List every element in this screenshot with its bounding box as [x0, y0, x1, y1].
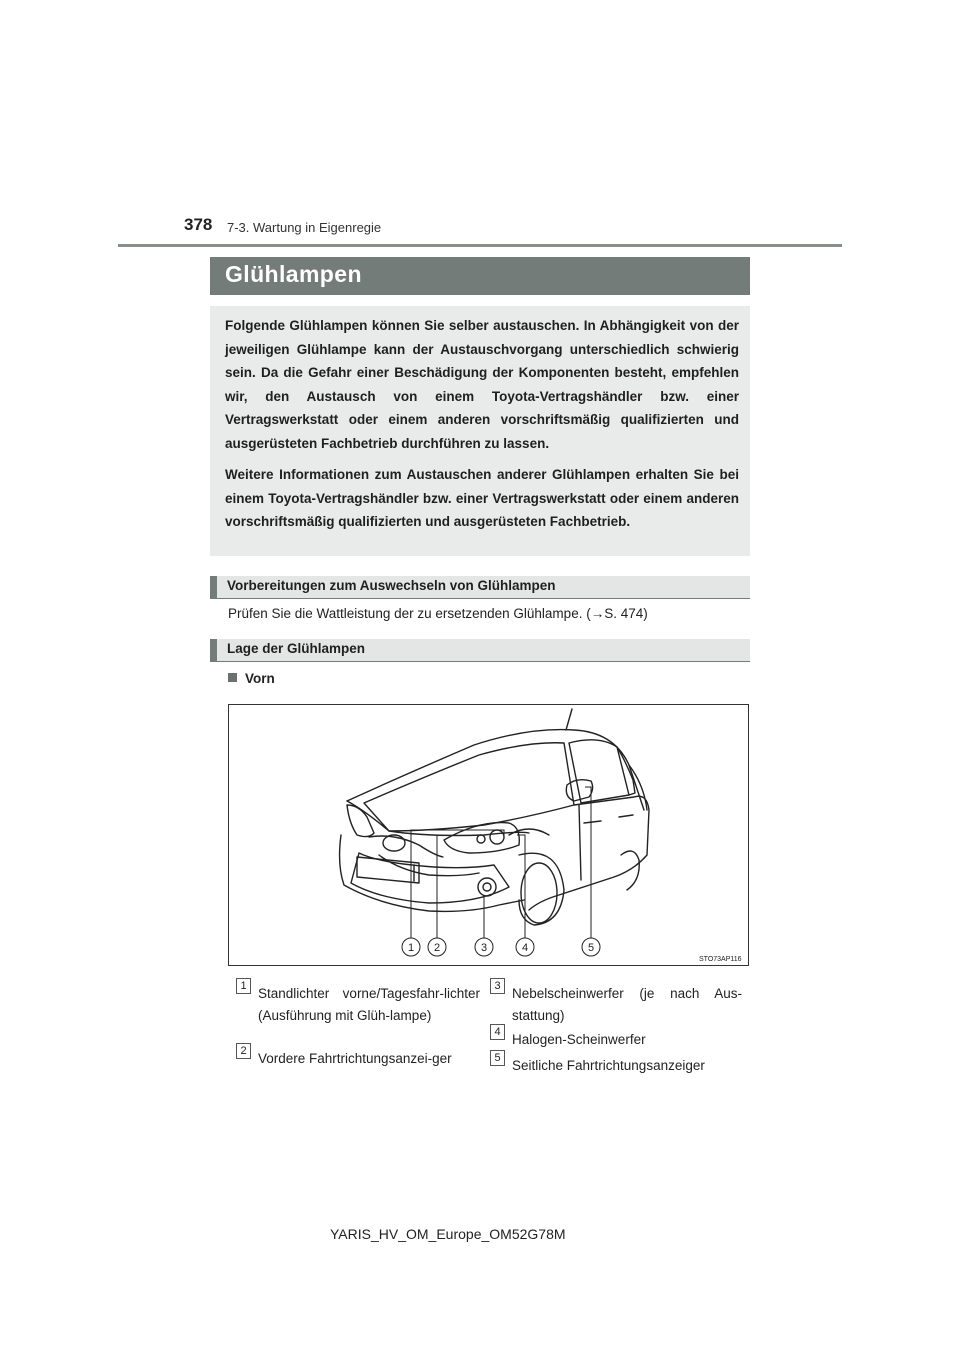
- document-footer-code: YARIS_HV_OM_Europe_OM52G78M: [330, 1226, 566, 1242]
- car-front-illustration: [229, 705, 749, 966]
- legend-2-text: Vordere Fahrtrichtungsanzei-ger: [258, 1051, 452, 1066]
- legend-2-number: 2: [236, 1043, 251, 1059]
- intro-paragraph-2: Weitere Informationen zum Austauschen anderer Glühlampen erhalten Sie bei einem Toyota-Vertragshändler bzw. einer Vertragswerkstatt oder einem anderen vorschriftsmäßig qualifizierten und ausgerüsteten Fachbetrieb.: [225, 467, 739, 529]
- intro-paragraph-1: Folgende Glühlampen können Sie selber austauschen. In Abhängigkeit von der jeweiligen Glühlampe kann der Austauschvorgang unterschiedlich schwierig sein. Da die Gefahr einer Beschädigung der Komponenten besteht, empfehlen wir, den Austausch von einem Toyota-Vertragshändler bzw. einer Vertragswerkstatt oder einem anderen vorschriftsmäßig qualifizierten und ausgerüsteten Fachbetrieb durchführen zu lassen.: [225, 318, 739, 451]
- front-subheading: [228, 671, 275, 686]
- legend-3-text: Nebelscheinwerfer (je nach Aus-stattung): [512, 986, 742, 1023]
- figure-callouts: [402, 938, 600, 956]
- page-title-bar: [210, 257, 750, 295]
- prep-section-underline: [210, 598, 750, 599]
- page-title: Glühlampen: [225, 261, 362, 287]
- prep-section-header: [210, 576, 750, 598]
- car-figure: [228, 704, 749, 966]
- legend-left-column: [236, 978, 486, 1108]
- legend-right-column: [490, 978, 750, 1088]
- location-section-heading: Lage der Glühlampen: [227, 641, 366, 656]
- legend-1-text: Standlichter vorne/Tagesfahr-lichter (Ausführung mit Glüh-lampe): [258, 986, 480, 1023]
- figure-code: STO73AP116: [699, 956, 742, 963]
- location-section-header: [210, 639, 750, 661]
- page-number: 378: [184, 215, 213, 234]
- callout-5-label: 5: [587, 942, 595, 954]
- square-bullet-icon: [228, 673, 237, 682]
- intro-box: [210, 306, 750, 556]
- header-divider: [118, 244, 842, 247]
- prep-text: Prüfen Sie die Wattleistung der zu ersetzenden Glühlampe. (→S. 474): [228, 606, 648, 621]
- front-subheading-text: Vorn: [245, 671, 275, 686]
- callout-4-label: 4: [521, 942, 529, 954]
- legend-5-number: 5: [490, 1050, 505, 1066]
- legend-1-number: 1: [236, 978, 251, 994]
- callout-2-label: 2: [433, 942, 441, 954]
- legend-4-text: Halogen-Scheinwerfer: [512, 1032, 646, 1047]
- legend-3-number: 3: [490, 978, 505, 994]
- prep-section-heading: Vorbereitungen zum Auswechseln von Glühlampen: [227, 578, 556, 593]
- legend-5-text: Seitliche Fahrtrichtungsanzeiger: [512, 1058, 705, 1073]
- location-section-underline: [210, 661, 750, 662]
- section-path: 7-3. Wartung in Eigenregie: [227, 220, 382, 235]
- callout-1-label: 1: [407, 942, 415, 954]
- legend-4-number: 4: [490, 1024, 505, 1040]
- callout-3-label: 3: [480, 942, 488, 954]
